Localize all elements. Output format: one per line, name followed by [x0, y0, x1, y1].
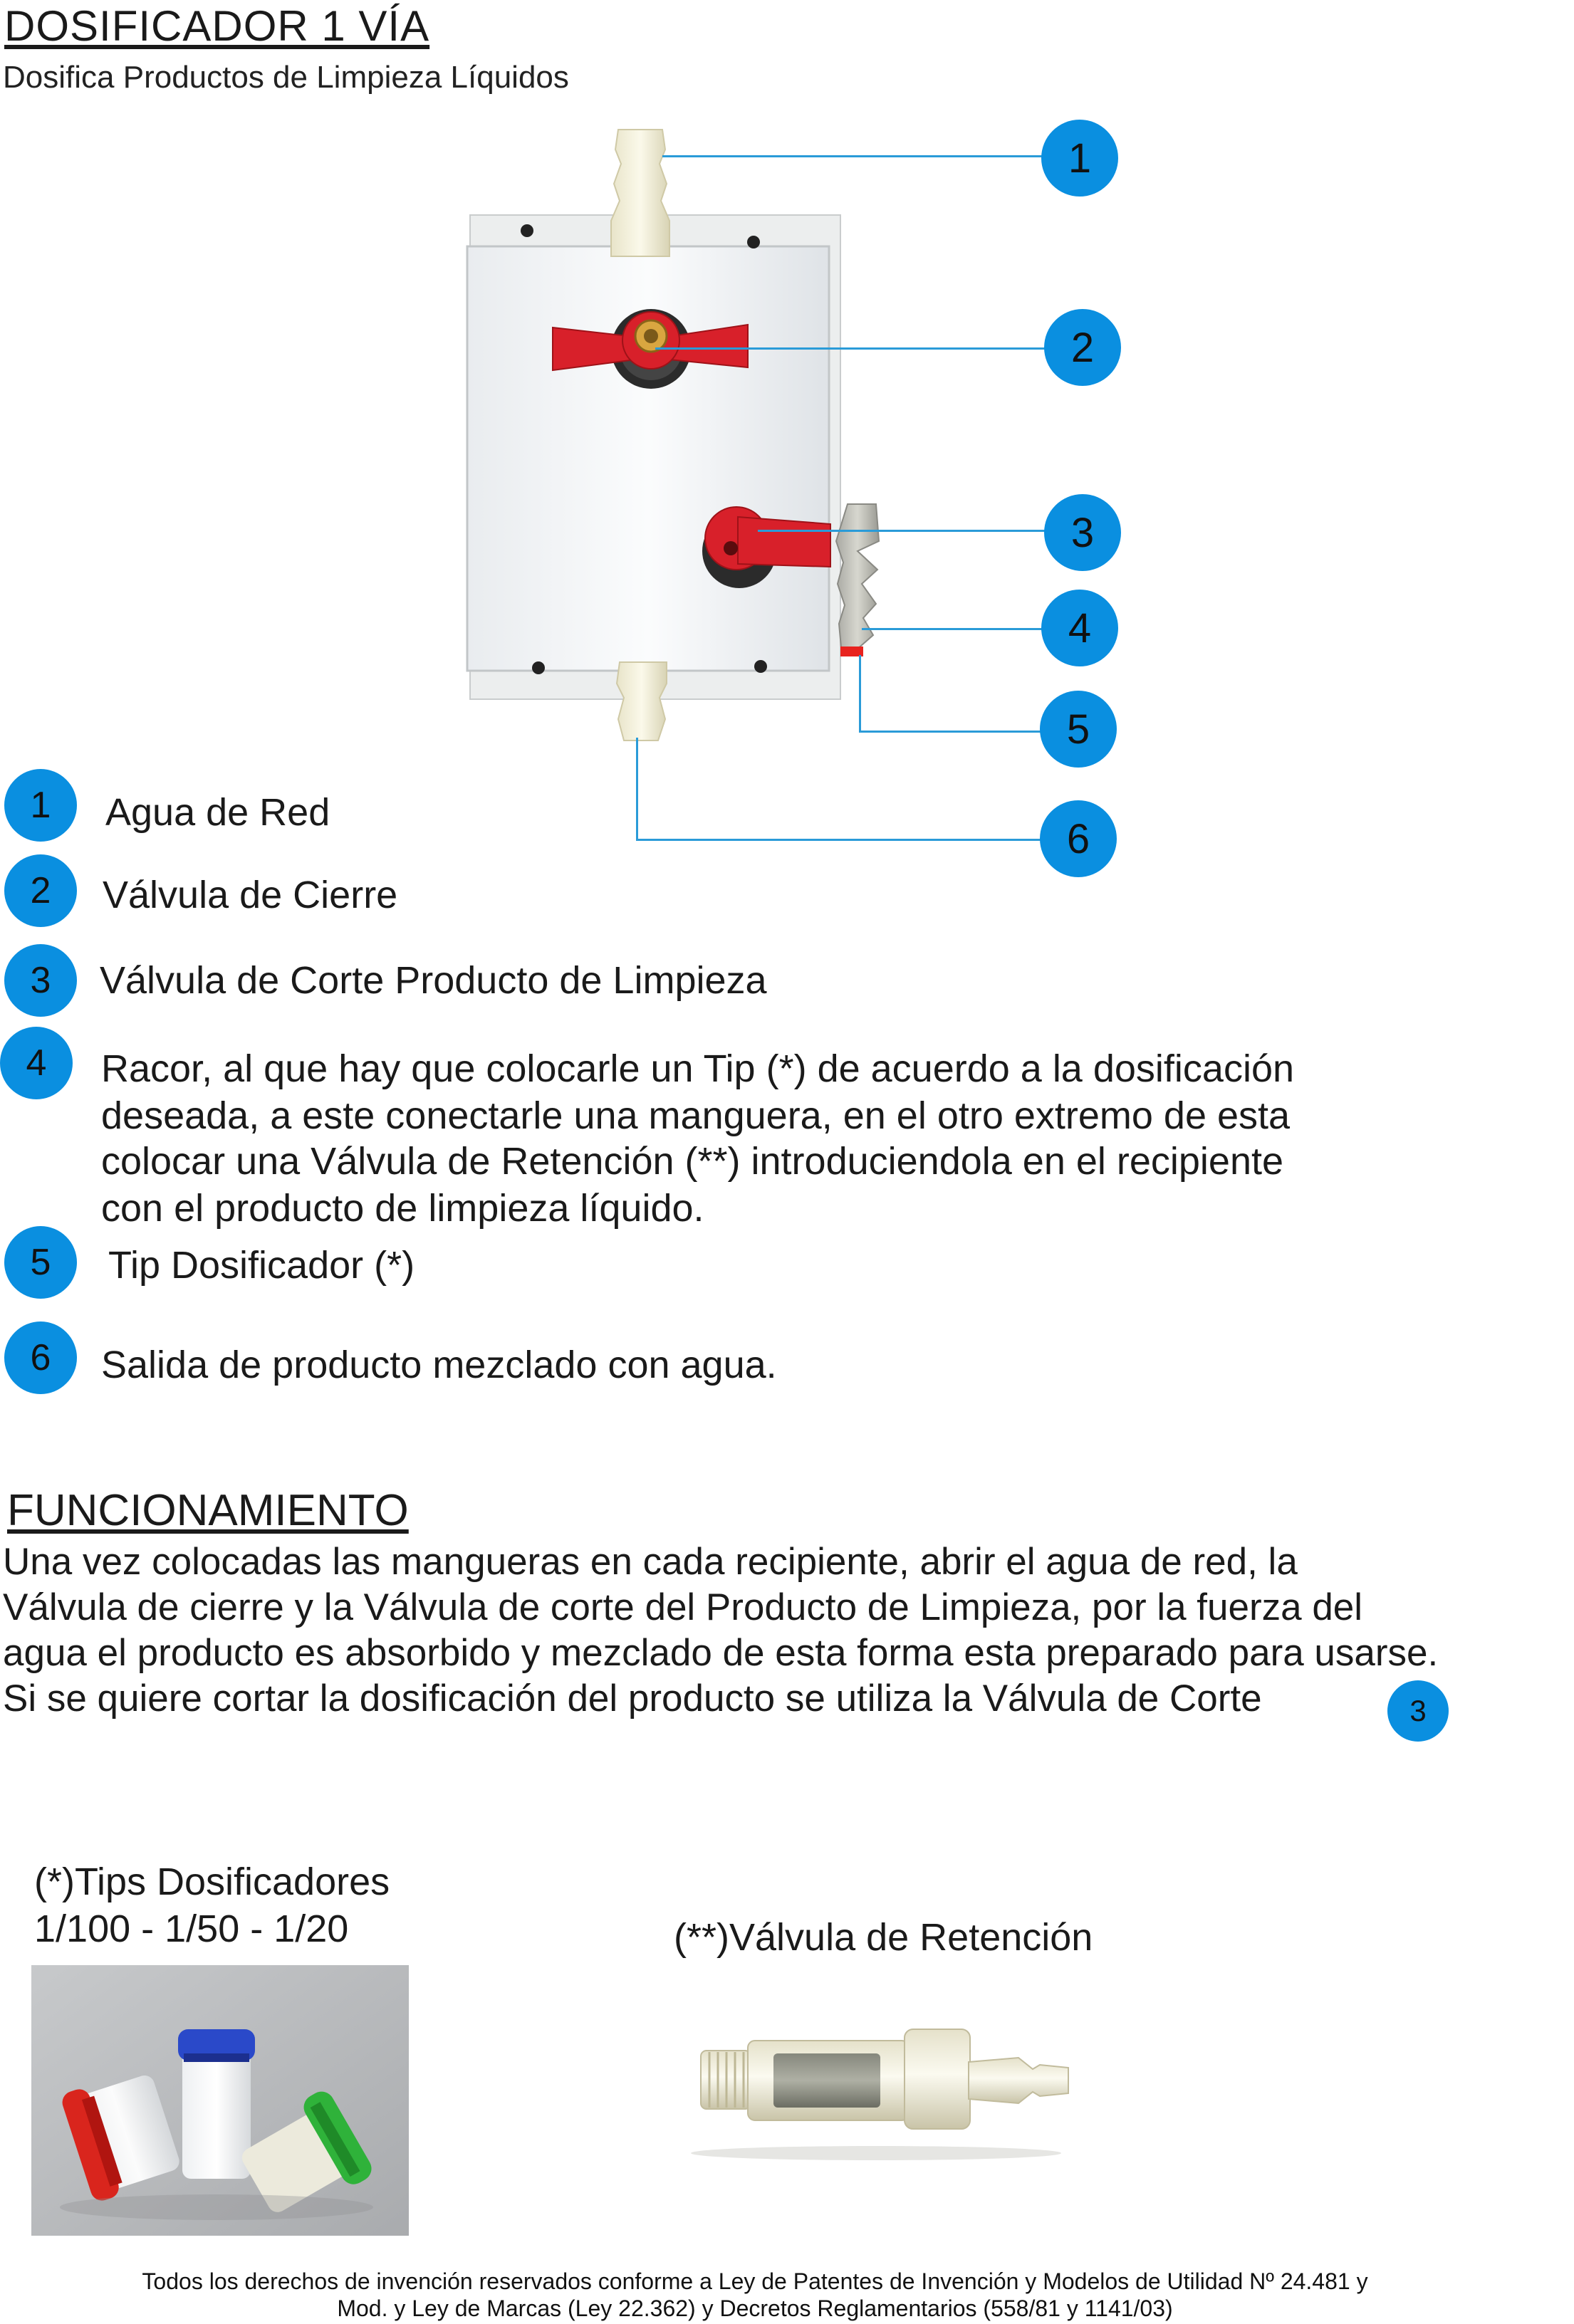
tips-title: (*)Tips Dosificadores [34, 1860, 390, 1903]
funcionamiento-line-3: agua el producto es absorbido y mezclado de esta forma esta preparado para usarse. [3, 1632, 1439, 1674]
legend-text-3: Válvula de Corte Producto de Limpieza [100, 959, 767, 1002]
leader-line-2 [655, 347, 1056, 350]
leader-line-4 [862, 628, 1054, 630]
callout-badge-6: 6 [1040, 800, 1117, 877]
footer-line-2: Mod. y Ley de Marcas (Ley 22.362) y Decretos Reglamentarios (558/81 y 1141/03) [337, 2296, 1173, 2321]
leader-line-6 [636, 839, 1056, 841]
funcionamiento-line-4: Si se quiere cortar la dosificación del producto se utiliza la Válvula de Corte [3, 1677, 1262, 1720]
legend-badge-1: 1 [4, 769, 77, 842]
tips-photo [31, 1965, 409, 2236]
funcionamiento-badge-3: 3 [1387, 1680, 1449, 1742]
legend-text-1: Agua de Red [105, 791, 330, 834]
check-valve-photo [684, 2001, 1083, 2172]
page-subtitle: Dosifica Productos de Limpieza Líquidos [3, 60, 569, 95]
page-title: DOSIFICADOR 1 VÍA [4, 2, 430, 50]
legend-text-5: Tip Dosificador (*) [108, 1244, 415, 1287]
leader-line-1 [662, 155, 1053, 157]
leader-line-5 [859, 731, 1056, 733]
callout-badge-1: 1 [1041, 120, 1118, 197]
legend-badge-2: 2 [4, 854, 77, 927]
callout-badge-2: 2 [1044, 309, 1121, 386]
legend-text-4-line-3: colocar una Válvula de Retención (**) introduciendola en el recipiente [101, 1140, 1284, 1183]
footer-line-1: Todos los derechos de invención reservados conforme a Ley de Patentes de Invención y Modelos de Utilidad Nº 24.481 y [142, 2268, 1368, 2294]
valve-title: (**)Válvula de Retención [674, 1916, 1093, 1959]
legend-text-4-line-4: con el producto de limpieza líquido. [101, 1187, 704, 1230]
funcionamiento-line-2: Válvula de cierre y la Válvula de corte del Producto de Limpieza, por la fuerza del [3, 1586, 1363, 1628]
tips-ratios: 1/100 - 1/50 - 1/20 [34, 1907, 349, 1950]
legend-text-2: Válvula de Cierre [103, 874, 398, 916]
legend-badge-3: 3 [4, 944, 77, 1017]
legend-badge-4: 4 [0, 1027, 73, 1099]
funcionamiento-title: FUNCIONAMIENTO [7, 1486, 409, 1535]
leader-line-6-vertical [636, 738, 638, 840]
legend-text-4-line-1: Racor, al que hay que colocarle un Tip (*) de acuerdo a la dosificación [101, 1047, 1295, 1090]
dosificador-device-illustration [427, 114, 883, 755]
callout-badge-5: 5 [1040, 691, 1117, 768]
callout-badge-3: 3 [1044, 494, 1121, 571]
legend-text-4-line-2: deseada, a este conectarle una manguera, en el otro extremo de esta [101, 1094, 1291, 1137]
callout-badge-4: 4 [1041, 590, 1118, 666]
legend-badge-6: 6 [4, 1321, 77, 1394]
legend-text-6: Salida de producto mezclado con agua. [101, 1344, 777, 1386]
funcionamiento-line-1: Una vez colocadas las mangueras en cada recipiente, abrir el agua de red, la [3, 1541, 1298, 1583]
leader-line-3 [758, 530, 1057, 532]
legend-badge-5: 5 [4, 1226, 77, 1299]
leader-line-5-vertical [859, 655, 861, 732]
